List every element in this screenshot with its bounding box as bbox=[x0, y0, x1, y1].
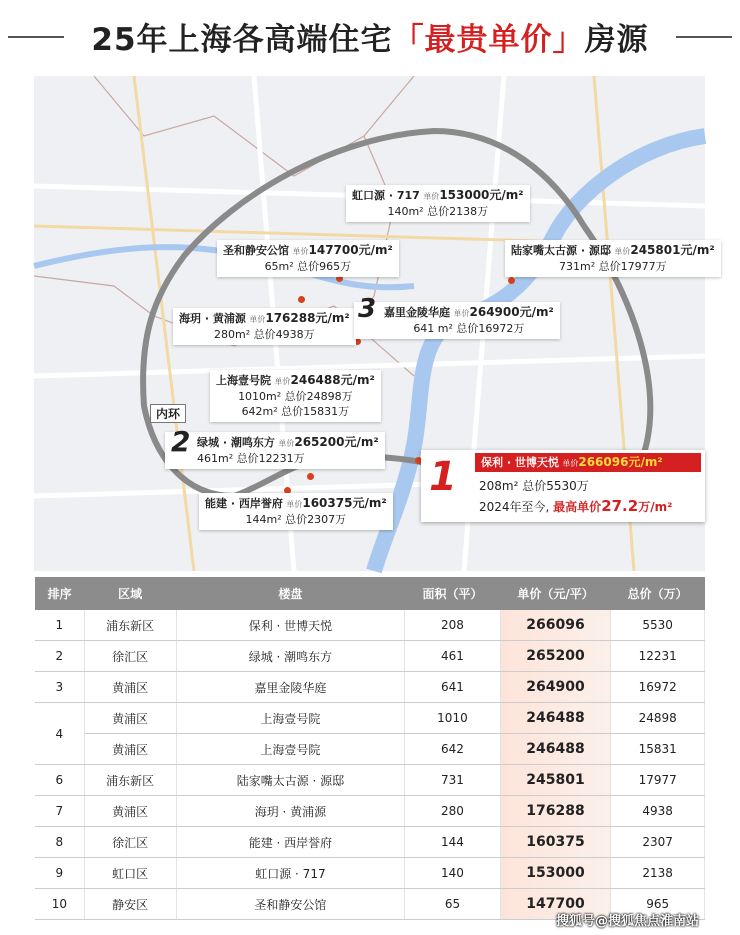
listing-price: 147700元/m² bbox=[308, 243, 393, 257]
rank-number: 2 bbox=[171, 425, 191, 458]
cell-total: 12231 bbox=[611, 641, 705, 672]
cell-project: 圣和静安公馆 bbox=[176, 889, 405, 920]
cell-rank: 1 bbox=[35, 610, 84, 641]
cell-rank: 3 bbox=[35, 672, 84, 703]
table-row bbox=[35, 796, 705, 827]
col-header-area: 面积（平） bbox=[405, 577, 500, 610]
cell-price: 147700 bbox=[500, 889, 611, 920]
cell-rank: 8 bbox=[35, 827, 84, 858]
listing-label-rank-1[interactable] bbox=[421, 450, 705, 522]
table-row bbox=[35, 641, 705, 672]
col-header-project: 楼盘 bbox=[176, 577, 405, 610]
cell-area: 65 bbox=[405, 889, 500, 920]
cell-project: 能建 · 西岸誉府 bbox=[176, 827, 405, 858]
listing-subtitle-2: 642m² 总价15831万 bbox=[241, 405, 350, 418]
price-tag: 单价 bbox=[562, 459, 579, 468]
cell-district: 黄浦区 bbox=[84, 796, 176, 827]
listing-subtitle: 144m² 总价2307万 bbox=[245, 513, 347, 526]
cell-price: 176288 bbox=[500, 796, 611, 827]
table-row bbox=[35, 858, 705, 889]
listing-name: 海玥 · 黄浦源 bbox=[179, 312, 246, 325]
col-header-district: 区域 bbox=[84, 577, 176, 610]
cell-area: 461 bbox=[405, 641, 500, 672]
listing-name: 保利 · 世博天悦 bbox=[481, 456, 559, 469]
listing-label-haiyue[interactable] bbox=[173, 308, 356, 345]
listing-subtitle: 461m² 总价12231万 bbox=[197, 452, 305, 465]
cell-price: 265200 bbox=[500, 641, 611, 672]
listing-name: 虹口源 · 717 bbox=[352, 189, 420, 202]
cell-price: 160375 bbox=[500, 827, 611, 858]
price-tag: 单价 bbox=[423, 192, 440, 201]
cell-district: 徐汇区 bbox=[84, 641, 176, 672]
price-tag: 单价 bbox=[278, 439, 295, 448]
listing-label-yihaoyuan[interactable] bbox=[210, 370, 381, 422]
col-header-total: 总价（万） bbox=[611, 577, 705, 610]
title-divider-right bbox=[676, 36, 732, 38]
listing-price: 160375元/m² bbox=[302, 496, 387, 510]
page-title: 25年上海各高端住宅「最贵单价」房源 bbox=[91, 22, 649, 58]
cell-total: 2138 bbox=[611, 858, 705, 889]
listing-name: 能建 · 西岸誉府 bbox=[205, 497, 283, 510]
cell-area: 731 bbox=[405, 765, 500, 796]
listing-label-rank-2[interactable] bbox=[165, 425, 385, 469]
listing-label-shenghe[interactable] bbox=[217, 240, 399, 277]
listing-label-hongkouyuan[interactable] bbox=[346, 185, 530, 222]
cell-project: 海玥 · 黄浦源 bbox=[176, 796, 405, 827]
cell-project: 嘉里金陵华庭 bbox=[176, 672, 405, 703]
listing-label-lujiazui[interactable] bbox=[505, 240, 721, 277]
listing-price: 266096元/m² bbox=[578, 455, 663, 469]
cell-total: 15831 bbox=[611, 734, 705, 765]
cell-project: 上海壹号院 bbox=[176, 734, 405, 765]
cell-area: 144 bbox=[405, 827, 500, 858]
cell-price: 266096 bbox=[500, 610, 611, 641]
col-header-price: 单价（元/平） bbox=[500, 577, 611, 610]
cell-price: 245801 bbox=[500, 765, 611, 796]
cell-area: 641 bbox=[405, 672, 500, 703]
listing-subtitle: 140m² 总价2138万 bbox=[387, 205, 489, 218]
cell-district: 徐汇区 bbox=[84, 827, 176, 858]
rank-number: 1 bbox=[429, 454, 457, 500]
listing-price: 245801元/m² bbox=[630, 243, 715, 257]
table-row bbox=[35, 765, 705, 796]
cell-district: 黄浦区 bbox=[84, 703, 176, 734]
cell-district: 虹口区 bbox=[84, 858, 176, 889]
cell-project: 陆家嘴太古源 · 源邸 bbox=[176, 765, 405, 796]
listing-price: 265200元/m² bbox=[294, 435, 379, 449]
price-tag: 单价 bbox=[292, 247, 309, 256]
cell-area: 280 bbox=[405, 796, 500, 827]
cell-rank: 2 bbox=[35, 641, 84, 672]
listing-price: 176288元/m² bbox=[265, 311, 350, 325]
cell-area: 208 bbox=[405, 610, 500, 641]
listing-label-nengjian[interactable] bbox=[199, 493, 393, 530]
listing-subtitle: 280m² 总价4938万 bbox=[213, 328, 315, 341]
listing-name: 绿城 · 潮鸣东方 bbox=[197, 436, 275, 449]
watermark: 搜狐号@搜狐焦点淮南站 bbox=[556, 914, 700, 929]
listing-name: 上海壹号院 bbox=[216, 374, 271, 387]
price-tag: 单价 bbox=[614, 247, 631, 256]
table-row bbox=[35, 734, 705, 765]
cell-project: 保利 · 世博天悦 bbox=[176, 610, 405, 641]
title-row bbox=[0, 0, 740, 70]
cell-rank: 6 bbox=[35, 765, 84, 796]
cell-price: 246488 bbox=[500, 734, 611, 765]
table-row bbox=[35, 610, 705, 641]
listing-label-rank-3[interactable] bbox=[354, 294, 560, 339]
listing-name: 圣和静安公馆 bbox=[223, 244, 289, 257]
cell-area: 642 bbox=[405, 734, 500, 765]
cell-rank: 7 bbox=[35, 796, 84, 827]
cell-district: 黄浦区 bbox=[84, 734, 176, 765]
price-tag: 单价 bbox=[453, 309, 470, 318]
price-tag: 单价 bbox=[286, 500, 303, 509]
cell-total: 17977 bbox=[611, 765, 705, 796]
listing-record-line: 2024年至今, 最高单价27.2万/m² bbox=[479, 497, 673, 515]
inner-ring-label: 内环 bbox=[150, 404, 186, 423]
ranking-table bbox=[35, 577, 705, 920]
cell-rank: 4 bbox=[35, 703, 84, 765]
cell-total: 16972 bbox=[611, 672, 705, 703]
cell-district: 静安区 bbox=[84, 889, 176, 920]
listing-price: 153000元/m² bbox=[439, 188, 524, 202]
cell-total: 4938 bbox=[611, 796, 705, 827]
listing-name: 嘉里金陵华庭 bbox=[384, 306, 450, 319]
listing-subtitle: 208m² 总价5530万 bbox=[479, 479, 589, 493]
listing-subtitle: 731m² 总价17977万 bbox=[558, 260, 667, 273]
cell-rank: 9 bbox=[35, 858, 84, 889]
title-divider-left bbox=[8, 36, 64, 38]
listing-price: 264900元/m² bbox=[469, 305, 554, 319]
marker-dot[interactable] bbox=[307, 473, 314, 480]
cell-total: 965 bbox=[611, 889, 705, 920]
cell-price: 153000 bbox=[500, 858, 611, 889]
listing-subtitle: 65m² 总价965万 bbox=[264, 260, 352, 273]
table-row bbox=[35, 703, 705, 734]
cell-project: 虹口源 · 717 bbox=[176, 858, 405, 889]
marker-dot[interactable] bbox=[298, 296, 305, 303]
listing-subtitle: 641 m² 总价16972万 bbox=[413, 322, 525, 335]
table-header-row bbox=[35, 577, 705, 610]
cell-area: 1010 bbox=[405, 703, 500, 734]
rank-number: 3 bbox=[358, 294, 377, 324]
price-tag: 单价 bbox=[274, 377, 291, 386]
listing-subtitle: 1010m² 总价24898万 bbox=[238, 390, 353, 403]
cell-total: 2307 bbox=[611, 827, 705, 858]
cell-rank: 10 bbox=[35, 889, 84, 920]
cell-district: 浦东新区 bbox=[84, 765, 176, 796]
cell-district: 浦东新区 bbox=[84, 610, 176, 641]
cell-area: 140 bbox=[405, 858, 500, 889]
table-row bbox=[35, 827, 705, 858]
cell-total: 5530 bbox=[611, 610, 705, 641]
map[interactable] bbox=[34, 76, 715, 571]
cell-district: 黄浦区 bbox=[84, 672, 176, 703]
cell-project: 上海壹号院 bbox=[176, 703, 405, 734]
marker-dot[interactable] bbox=[508, 277, 515, 284]
cell-price: 264900 bbox=[500, 672, 611, 703]
listing-header bbox=[475, 453, 701, 472]
col-header-rank: 排序 bbox=[35, 577, 84, 610]
cell-price: 246488 bbox=[500, 703, 611, 734]
cell-total: 24898 bbox=[611, 703, 705, 734]
price-tag: 单价 bbox=[249, 315, 266, 324]
table-row bbox=[35, 672, 705, 703]
cell-project: 绿城 · 潮鸣东方 bbox=[176, 641, 405, 672]
listing-price: 246488元/m² bbox=[290, 373, 375, 387]
listing-name: 陆家嘴太古源 · 源邸 bbox=[511, 244, 611, 257]
